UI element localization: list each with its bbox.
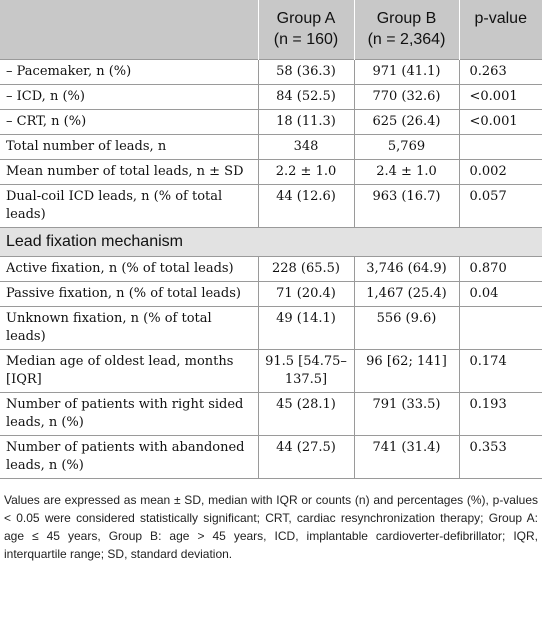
header-empty (0, 0, 258, 59)
cell-group-b: 1,467 (25.4) (354, 281, 459, 306)
row-label: Number of patients with abandoned leads, n (%) (0, 435, 258, 478)
row-label: – Pacemaker, n (%) (0, 59, 258, 84)
section-title: Lead fixation mechanism (0, 227, 542, 256)
cell-group-b: 96 [62; 141] (354, 349, 459, 392)
cell-p-value: 0.193 (459, 392, 542, 435)
row-label: Mean number of total leads, n ± SD (0, 159, 258, 184)
table-row (0, 256, 542, 281)
cell-p-value: <0.001 (459, 84, 542, 109)
header-group-b-n: (n = 2,364) (367, 31, 446, 49)
cell-group-b: 625 (26.4) (354, 109, 459, 134)
cell-p-value: 0.353 (459, 435, 542, 478)
row-label: Median age of oldest lead, months [IQR] (0, 349, 258, 392)
cell-p-value: 0.057 (459, 184, 542, 227)
cell-p-value: 0.04 (459, 281, 542, 306)
cell-group-b: 791 (33.5) (354, 392, 459, 435)
row-label: – CRT, n (%) (0, 109, 258, 134)
cell-group-a: 2.2 ± 1.0 (258, 159, 354, 184)
cell-group-b: 3,746 (64.9) (354, 256, 459, 281)
header-p-value-title: p-value (474, 10, 527, 27)
header-group-a (258, 0, 354, 59)
row-label: Number of patients with right sided leads, n (%) (0, 392, 258, 435)
cell-group-b: 963 (16.7) (354, 184, 459, 227)
cell-group-b: 971 (41.1) (354, 59, 459, 84)
table-row (0, 159, 542, 184)
cell-group-a: 44 (12.6) (258, 184, 354, 227)
cell-group-a: 44 (27.5) (258, 435, 354, 478)
header-p-value (459, 0, 542, 59)
header-group-a-n: (n = 160) (273, 31, 339, 49)
table-body (0, 59, 542, 478)
cell-group-a: 18 (11.3) (258, 109, 354, 134)
row-label: Total number of leads, n (0, 134, 258, 159)
row-label: Active fixation, n (% of total leads) (0, 256, 258, 281)
table-row (0, 349, 542, 392)
cell-p-value: 0.263 (459, 59, 542, 84)
header-group-a-title: Group A (276, 10, 336, 28)
cell-group-a: 84 (52.5) (258, 84, 354, 109)
row-label: Dual-coil ICD leads, n (% of total leads) (0, 184, 258, 227)
cell-group-b: 556 (9.6) (354, 306, 459, 349)
header-group-b (354, 0, 459, 59)
cell-group-a: 58 (36.3) (258, 59, 354, 84)
cell-p-value (459, 306, 542, 349)
cell-group-a: 91.5 [54.75–137.5] (258, 349, 354, 392)
row-label: – ICD, n (%) (0, 84, 258, 109)
cell-group-a: 348 (258, 134, 354, 159)
cell-group-b: 2.4 ± 1.0 (354, 159, 459, 184)
cell-group-a: 45 (28.1) (258, 392, 354, 435)
section-row (0, 227, 542, 256)
table-header (0, 0, 542, 59)
table-row (0, 306, 542, 349)
cell-p-value: 0.174 (459, 349, 542, 392)
table-row (0, 281, 542, 306)
cell-group-a: 49 (14.1) (258, 306, 354, 349)
row-label: Unknown fixation, n (% of total leads) (0, 306, 258, 349)
cell-group-b: 741 (31.4) (354, 435, 459, 478)
cell-group-b: 5,769 (354, 134, 459, 159)
cell-p-value: <0.001 (459, 109, 542, 134)
table-footnote: Values are expressed as mean ± SD, median with IQR or counts (n) and percentages (%), p-values < 0.05 were considered statistically significant; CRT, cardiac resynchronization therapy; Group A: age ≤ 45 years, Group B: age > 45 years, ICD, implantable cardioverter-defibrillator; IQR, interquartile range; SD, standard deviation. (4, 492, 538, 561)
table-row (0, 84, 542, 109)
table-row (0, 392, 542, 435)
cell-p-value: 0.870 (459, 256, 542, 281)
table-row (0, 134, 542, 159)
table-row (0, 59, 542, 84)
cell-group-a: 71 (20.4) (258, 281, 354, 306)
cell-p-value (459, 134, 542, 159)
cell-group-a: 228 (65.5) (258, 256, 354, 281)
cell-group-b: 770 (32.6) (354, 84, 459, 109)
row-label: Passive fixation, n (% of total leads) (0, 281, 258, 306)
header-group-b-title: Group B (376, 10, 437, 28)
table-row (0, 435, 542, 478)
table-row (0, 184, 542, 227)
cell-p-value: 0.002 (459, 159, 542, 184)
table-row (0, 109, 542, 134)
